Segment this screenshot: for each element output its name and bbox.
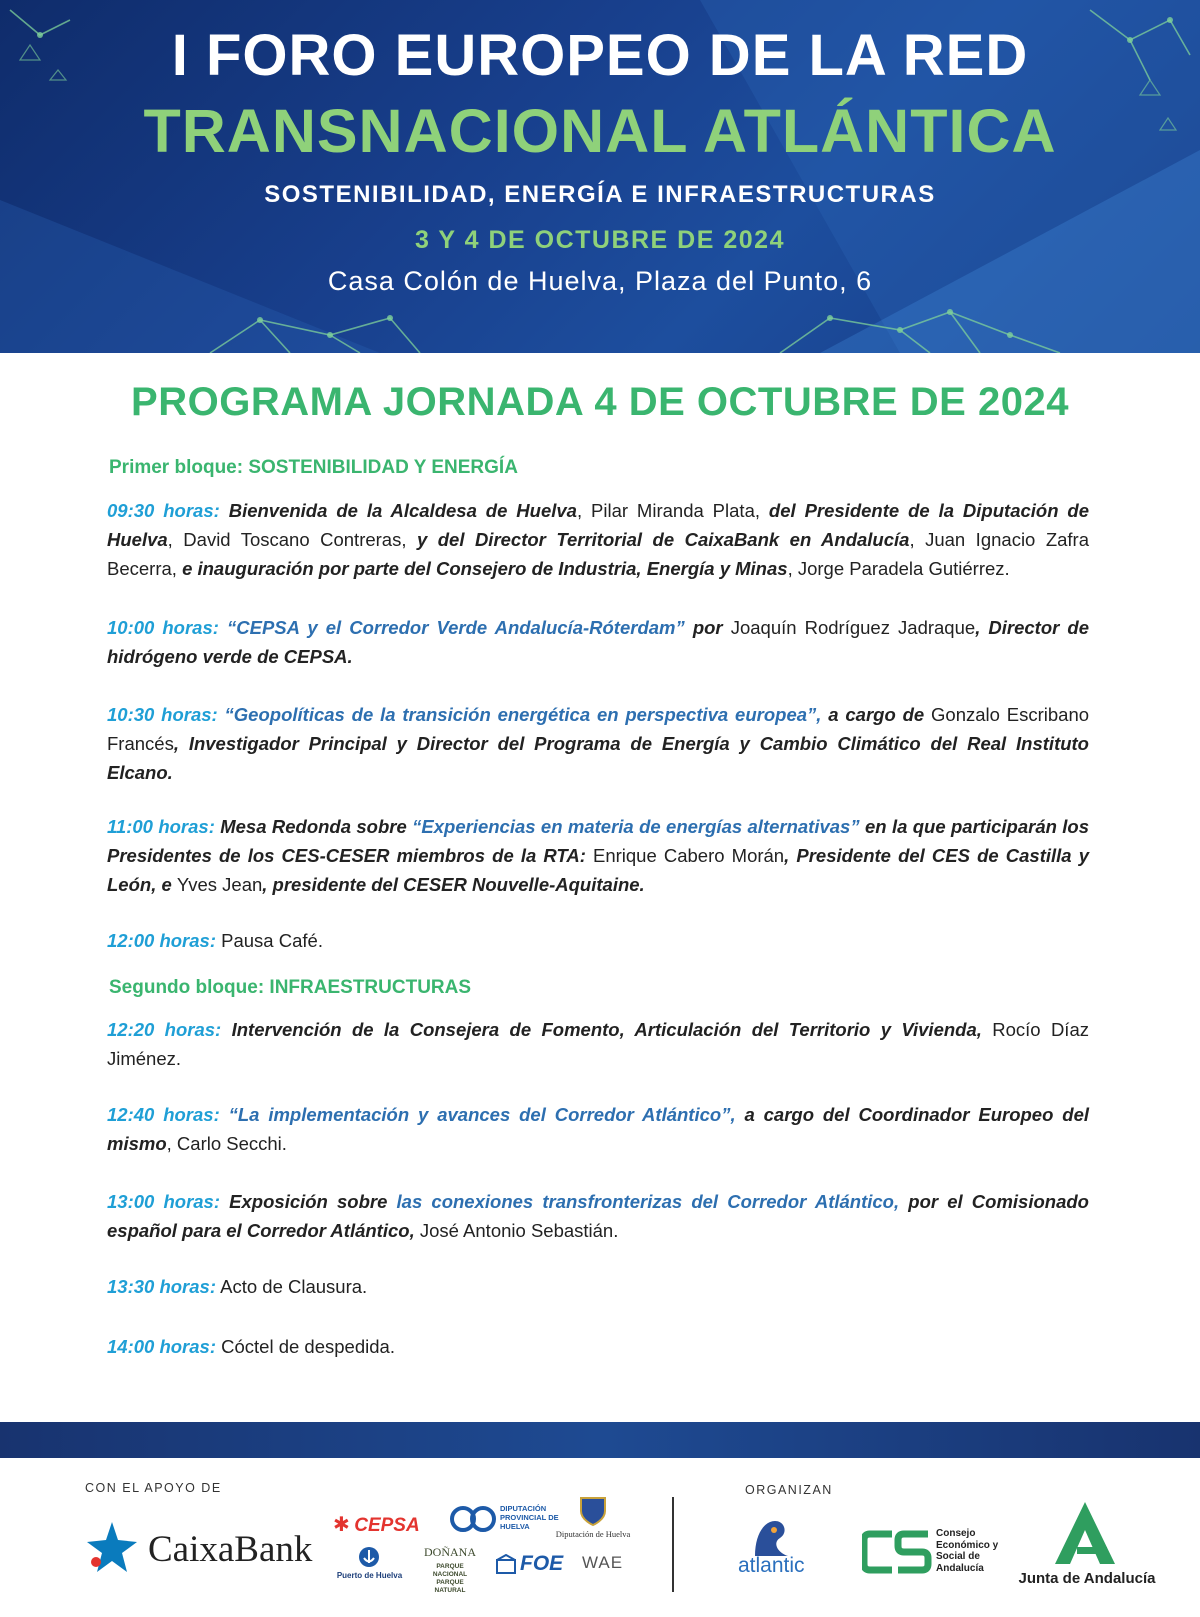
time-label: 12:40 horas: xyxy=(107,1104,220,1125)
time-label: 10:00 horas: xyxy=(107,617,219,638)
diputacion-rings-icon xyxy=(450,1500,498,1538)
time-label: 09:30 horas: xyxy=(107,500,220,521)
schedule-item-1030: 10:30 horas: “Geopolíticas de la transición energética en perspectiva europea”, a cargo de Gonzalo Escribano Francés, Investigador Principal y Director del Programa de Energía y Cambio Climático del Real Instituto Elcano. xyxy=(107,704,1090,783)
time-label: 12:00 horas: xyxy=(107,930,216,951)
time-label: 11:00 horas: xyxy=(107,816,215,837)
block-heading-1: Primer bloque: SOSTENIBILIDAD Y ENERGÍA xyxy=(109,457,518,478)
donana-logo: DOÑANA PARQUE NACIONAL PARQUE NATURAL xyxy=(424,1545,476,1594)
cepsa-mark-icon: ✱ xyxy=(333,1514,350,1536)
schedule-item-1240: 12:40 horas: “La implementación y avances del Corredor Atlántico”, a cargo del Coordinador Europeo del mismo, Carlo Secchi. xyxy=(107,1104,1089,1154)
program-title: PROGRAMA JORNADA 4 DE OCTUBRE DE 2024 xyxy=(131,380,1069,424)
schedule-item-1200: 12:00 horas: Pausa Café. xyxy=(107,930,323,951)
time-label: 13:00 horas: xyxy=(107,1191,221,1212)
time-label: 12:20 horas: xyxy=(107,1019,222,1040)
event-venue: Casa Colón de Huelva, Plaza del Punto, 6 xyxy=(327,266,873,296)
caixabank-star-icon xyxy=(82,1520,142,1575)
schedule-item-1220: 12:20 horas: Intervención de la Consejera de Fomento, Articulación del Territorio y Vivienda, Rocío Díaz Jiménez. xyxy=(107,1019,1089,1069)
event-subtitle: SOSTENIBILIDAD, ENERGÍA E INFRAESTRUCTURAS xyxy=(264,181,936,208)
caixabank-logo: CaixaBank xyxy=(82,1520,312,1580)
junta-andalucia-logo: Junta de Andalucía xyxy=(1010,1502,1160,1592)
atlantic-wave-icon xyxy=(750,1518,790,1558)
shield-icon xyxy=(578,1495,608,1527)
ces-mark-icon xyxy=(862,1530,932,1574)
wae-logo: WAE xyxy=(582,1553,624,1572)
block-heading-2: Segundo bloque: INFRAESTRUCTURAS xyxy=(109,977,472,998)
event-dates: 3 Y 4 DE OCTUBRE DE 2024 xyxy=(415,226,785,254)
header-banner xyxy=(0,0,1200,353)
organize-label: ORGANIZAN xyxy=(745,1483,833,1497)
time-label: 13:30 horas: xyxy=(107,1276,216,1297)
junta-a-icon xyxy=(1055,1502,1115,1564)
event-title-line2: TRANSNACIONAL ATLÁNTICA xyxy=(143,97,1057,165)
schedule-item-1300: 13:00 horas: Exposición sobre las conexiones transfronterizas del Corredor Atlántico, por el Comisionado español para el Corredor Atlántico, José Antonio Sebastián. xyxy=(107,1191,1089,1241)
diputacion-provincial-logo: DIPUTACIÓN PROVINCIAL DE HUELVA xyxy=(450,1500,555,1540)
schedule-item-1100: 11:00 horas: Mesa Redonda sobre “Experiencias en materia de energías alternativas” en la que participarán los Presidentes de los CES-CESER miembros de la RTA: Enrique Cabero Morán, Presidente del CES de Castilla y León, e Yves Jean, presidente del CESER Nouvelle-Aquitaine. xyxy=(107,816,1090,895)
cepsa-logo: ✱ CEPSA xyxy=(333,1514,420,1536)
ces-andalucia-logo: Consejo Económico y Social de Andalucía xyxy=(862,1528,1002,1578)
schedule-item-1330: 13:30 horas: Acto de Clausura. xyxy=(107,1276,368,1297)
atlantic-network-logo: atlantic xyxy=(738,1518,838,1588)
event-title-line1: I FORO EUROPEO DE LA RED xyxy=(171,23,1029,88)
diputacion-huelva-logo: Diputación de Huelva xyxy=(553,1495,633,1545)
time-label: 14:00 horas: xyxy=(107,1336,216,1357)
foe-logo: FOE xyxy=(495,1552,570,1592)
anchor-icon xyxy=(357,1545,381,1569)
time-label: 10:30 horas: xyxy=(107,704,218,725)
puerto-huelva-logo: Puerto de Huelva xyxy=(332,1545,407,1590)
footer-divider xyxy=(672,1497,674,1592)
building-icon xyxy=(495,1554,517,1574)
schedule-item-1000: 10:00 horas: “CEPSA y el Corredor Verde Andalucía-Róterdam” por Joaquín Rodríguez Jadraque, Director de hidrógeno verde de CEPSA. xyxy=(107,617,1089,667)
support-label: CON EL APOYO DE xyxy=(85,1481,222,1495)
footer-bar xyxy=(0,1422,1200,1458)
schedule-item-1400: 14:00 horas: Cóctel de despedida. xyxy=(107,1336,395,1357)
schedule-item-0930: 09:30 horas: Bienvenida de la Alcaldesa de Huelva, Pilar Miranda Plata, del Presidente de la Diputación de Huelva, David Toscano Contreras, y del Director Territorial de CaixaBank en Andalucía, Juan Ignacio Zafra Becerra, e inauguración por parte del Consejero de Industria, Energía y Minas, Jorge Paradela Gutiérrez. xyxy=(107,500,1090,579)
